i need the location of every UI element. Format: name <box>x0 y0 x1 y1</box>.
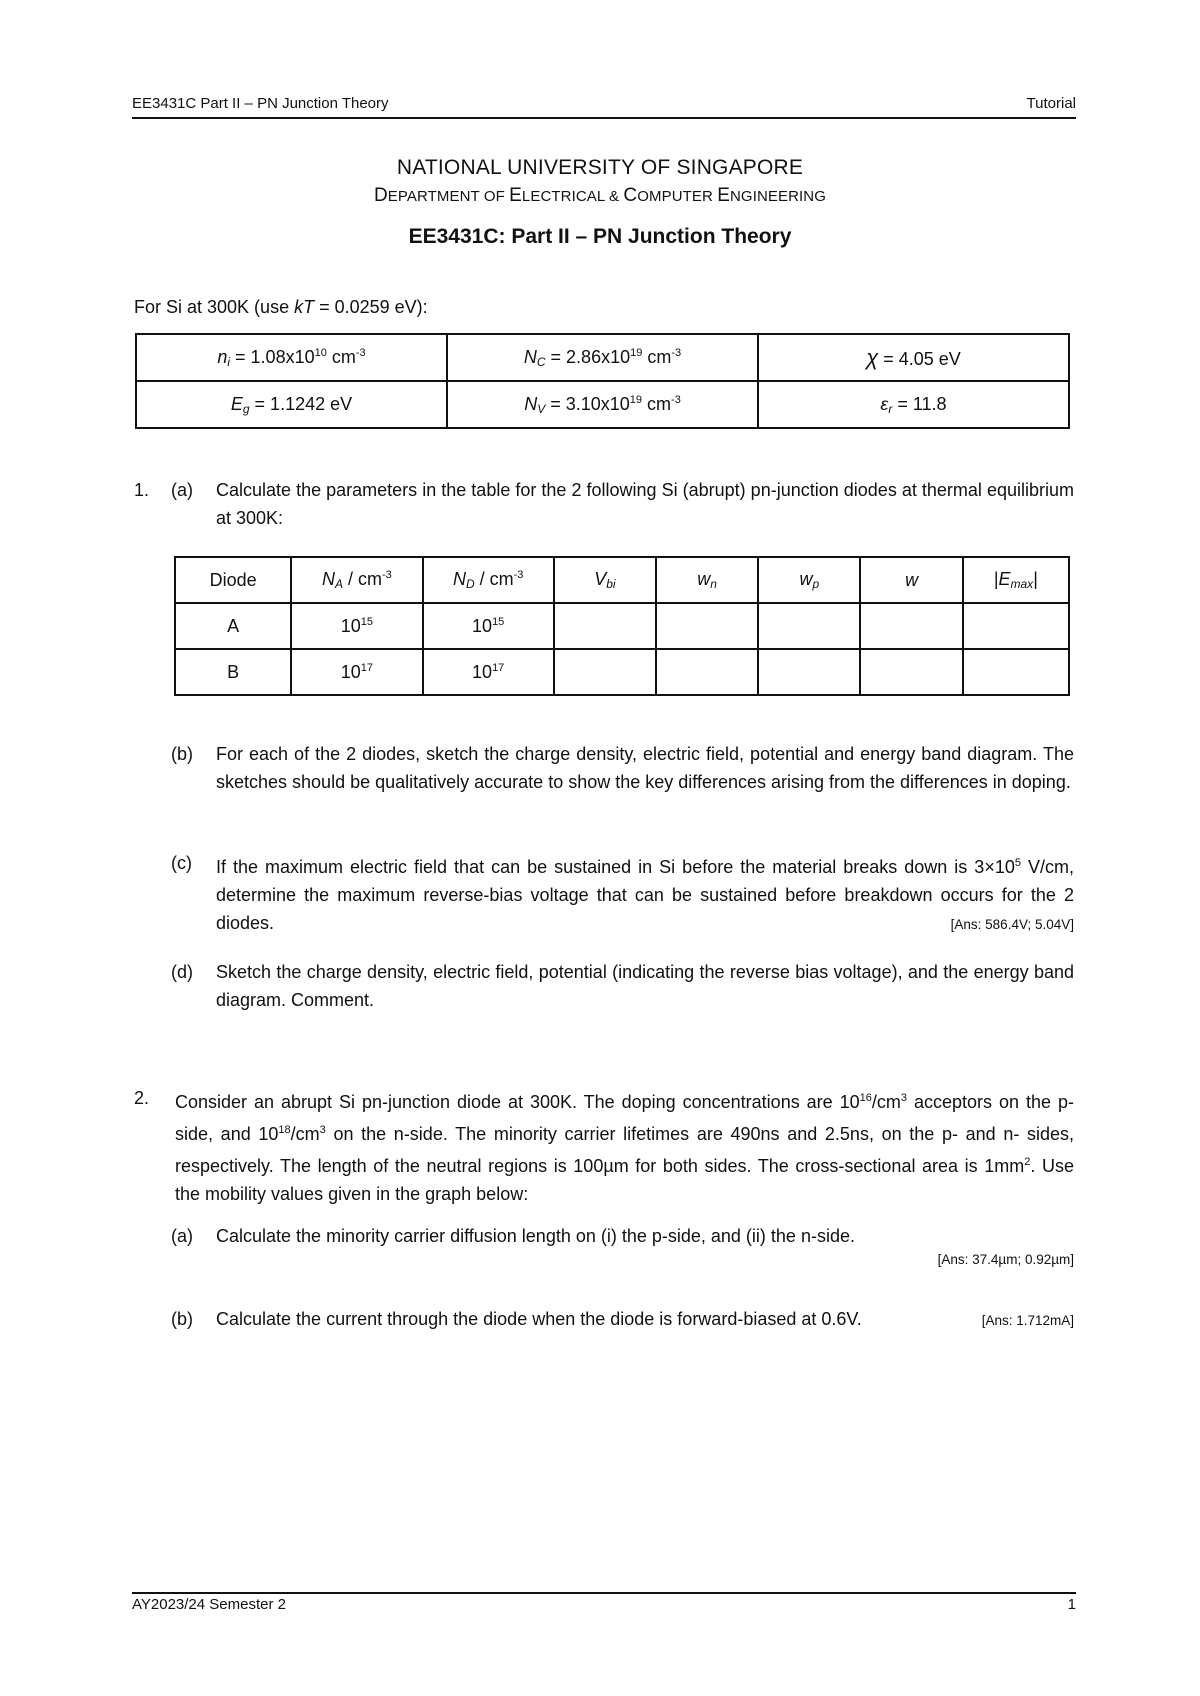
q1c-answer: [Ans: 586.4V; 5.04V] <box>950 917 1074 932</box>
const-chi: χ = 4.05 eV <box>758 334 1069 381</box>
col-wp: $w_p$ <box>758 557 860 603</box>
constants-table <box>135 333 1070 429</box>
cell-empty <box>554 649 656 695</box>
q2b-label: (b) <box>171 1309 193 1329</box>
table-row <box>136 381 1069 428</box>
cell-empty <box>963 603 1069 649</box>
cell-empty <box>963 649 1069 695</box>
cell-nd: $10^{17}$ <box>423 649 554 695</box>
col-diode: Diode <box>175 557 291 603</box>
q1d-label: (d) <box>171 962 193 982</box>
const-nc: $N_C = 2.86x10^{19}$ $cm^{-3}$ <box>447 334 758 381</box>
footer-term: AY2023/24 Semester 2 <box>132 1596 286 1613</box>
page-footer <box>132 1596 1076 1616</box>
cell-empty <box>860 649 962 695</box>
header-rule <box>132 117 1076 119</box>
q2b-text: Calculate the current through the diode when the diode is forward-biased at 0.6V. [Ans: 1.712mA] <box>216 1305 1074 1335</box>
const-eg: $E_g = 1.1242$ eV <box>136 381 447 428</box>
table-header-row <box>175 557 1069 603</box>
q2a-answer: [Ans: 37.4µm; 0.92µm] <box>937 1252 1074 1267</box>
table-row <box>136 334 1069 381</box>
cell-empty <box>758 603 860 649</box>
q1d-text: Sketch the charge density, electric field, potential (indicating the reverse bias voltage), and the energy band diagram. Comment. <box>216 962 1074 1010</box>
q1c-text: If the maximum electric field that can be sustained in Si before the material breaks down is $3\times 10^5$ V/cm, determine the maximum reverse-bias voltage that can be sustained before breakdown occurs for the 2 diodes. [Ans: 586.4V; 5.04V] <box>216 849 1074 939</box>
cell-nd: $10^{15}$ <box>423 603 554 649</box>
col-emax: $|E_{max}|$ <box>963 557 1069 603</box>
q1-number: 1. <box>134 480 150 500</box>
cell-empty <box>656 649 758 695</box>
cell-na: $10^{17}$ <box>291 649 422 695</box>
cell-empty <box>656 603 758 649</box>
q1c-label: (c) <box>171 853 192 873</box>
footer-rule <box>132 1592 1076 1594</box>
col-w: w <box>860 557 962 603</box>
header-type: Tutorial <box>1026 95 1076 112</box>
q1b-label: (b) <box>171 744 193 764</box>
cell-empty <box>758 649 860 695</box>
col-vbi: $V_{bi}$ <box>554 557 656 603</box>
q2a-label: (a) <box>171 1226 193 1246</box>
cell-na: $10^{15}$ <box>291 603 422 649</box>
page-number: 1 <box>1067 1596 1076 1613</box>
q1a-text: Calculate the parameters in the table for the 2 following Si (abrupt) pn-junction diodes at thermal equilibrium at 300K: <box>216 480 1074 528</box>
cell-diode: B <box>175 649 291 695</box>
title-block <box>0 156 1200 249</box>
cell-diode: A <box>175 603 291 649</box>
page-header <box>132 95 1076 117</box>
table-row <box>175 603 1069 649</box>
const-nv: $N_V = 3.10x10^{19}$ $cm^{-3}$ <box>447 381 758 428</box>
department-name: DEPARTMENT OF ELECTRICAL & COMPUTER ENGINEERING <box>373 185 827 206</box>
cell-empty <box>554 603 656 649</box>
header-course: EE3431C Part II – PN Junction Theory <box>132 95 389 112</box>
col-na: $N_A / cm^{-3}$ <box>291 557 422 603</box>
q2-number: 2. <box>134 1088 150 1108</box>
q1a-label: (a) <box>171 480 193 500</box>
const-er: $\varepsilon_r = 11.8$ <box>758 381 1069 428</box>
q2-text: Consider an abrupt Si pn-junction diode at 300K. The doping concentrations are $10^{16}/cm^3$ acceptors on the p-side, and $10^{18}/cm^3$ on the n-side. The minority carrier lifetimes are 490ns and 2.5ns, on the p- and n- sides, respectively. The length of the neutral regions is 100µm for both sides. The cross-sectional area is $1mm^2$. Use the mobility values given in the graph below: <box>175 1092 1075 1204</box>
const-ni: $n_i = 1.08x10^{10}$ $cm^{-3}$ <box>136 334 447 381</box>
table-row <box>175 649 1069 695</box>
q2a-text: Calculate the minority carrier diffusion length on (i) the p-side, and (ii) the n-side. <box>216 1226 855 1246</box>
intro-text: For Si at 300K (use kT = 0.0259 eV): <box>134 297 428 317</box>
col-nd: $N_D / cm^{-3}$ <box>423 557 554 603</box>
q1b-text: For each of the 2 diodes, sketch the charge density, electric field, potential and energy band diagram. The sketches should be qualitatively accurate to show the key differences arising from the differences in doping. <box>216 744 1074 792</box>
col-wn: $w_n$ <box>656 557 758 603</box>
diode-table <box>174 556 1070 696</box>
university-name: NATIONAL UNIVERSITY OF SINGAPORE <box>396 156 804 179</box>
q2b-answer: [Ans: 1.712mA] <box>981 1313 1074 1328</box>
cell-empty <box>860 603 962 649</box>
course-title: EE3431C: Part II – PN Junction Theory <box>408 225 792 248</box>
